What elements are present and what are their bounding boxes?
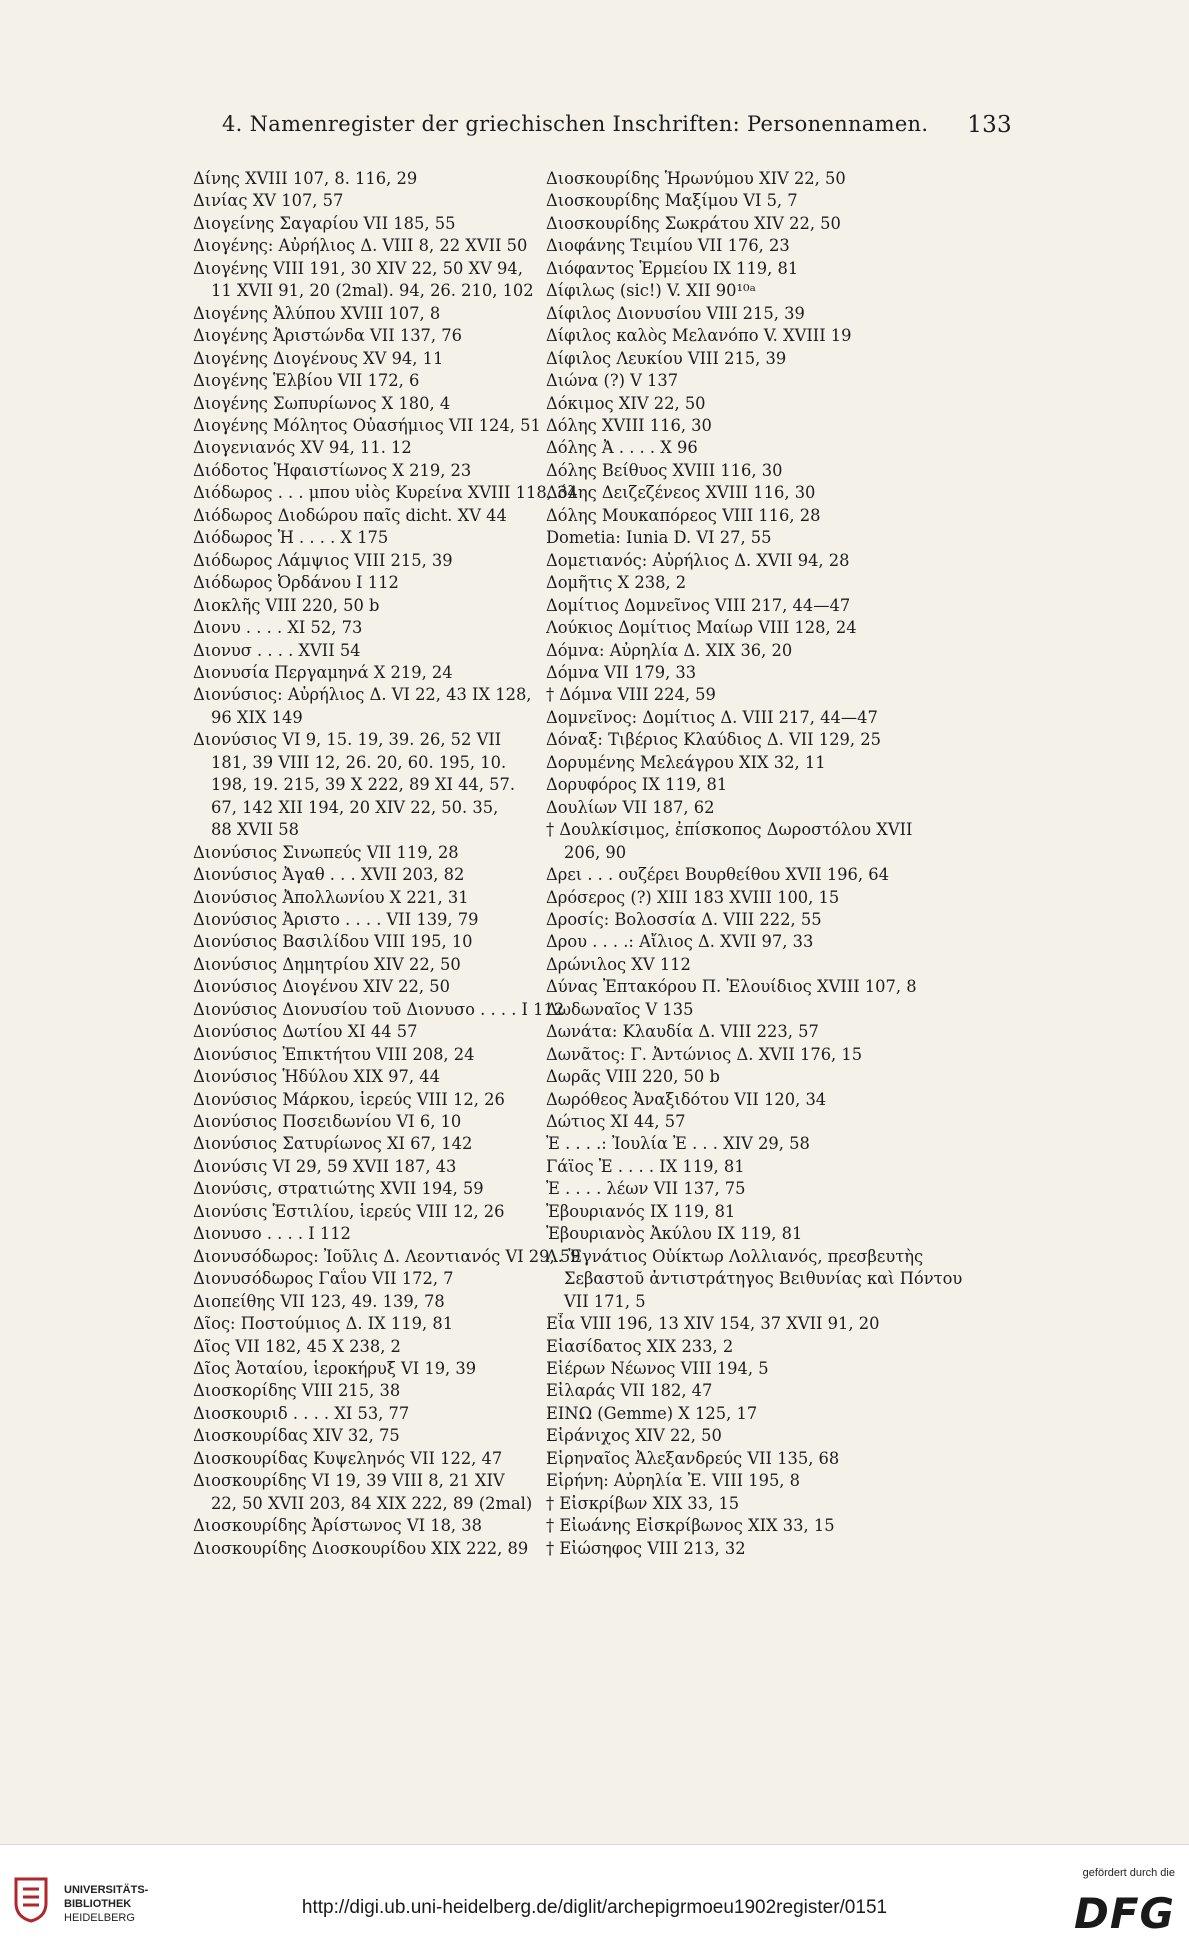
index-entry: Διονύσιος Ἐπικτήτου VIII 208, 24 bbox=[193, 1044, 475, 1064]
index-entry: Ἐ . . . .: Ἰουλία Ἐ . . . XIV 29, 58 bbox=[546, 1134, 810, 1154]
index-entry: Δίφιλος καλὸς Μελανόπο V. XVIII 19 bbox=[546, 326, 852, 346]
index-entry: Dometia: Iunia D. VI 27, 55 bbox=[546, 528, 772, 548]
index-entry: 96 XIX 149 bbox=[211, 707, 303, 727]
index-entry: Διονύσιος: Αὐρήλιος Δ. VI 22, 43 IX 128, bbox=[193, 685, 532, 705]
index-entry: Εἰλαράς VII 182, 47 bbox=[546, 1381, 713, 1401]
index-entry: Δόμνα VII 179, 33 bbox=[546, 662, 697, 682]
index-entry: Δόναξ: Τιβέριος Κλαύδιος Δ. VII 129, 25 bbox=[546, 730, 881, 750]
index-entry: Διογένης Ἑλβίου VII 172, 6 bbox=[193, 371, 420, 391]
index-entry: 198, 19. 215, 39 X 222, 89 XI 44, 57. bbox=[211, 775, 516, 795]
index-entry: Διονύσιος Σινωπεύς VII 119, 28 bbox=[193, 842, 459, 862]
index-entry: Δορυμένης Μελεάγρου XIX 32, 11 bbox=[546, 752, 826, 772]
index-entry: Διοσκουρίδας Κυψεληνός VII 122, 47 bbox=[193, 1448, 503, 1468]
index-entry: Διώνα (?) V 137 bbox=[546, 371, 679, 391]
index-entry: Διοφάνης Τειμίου VII 176, 23 bbox=[546, 236, 790, 256]
index-entry: Διογένης Ἀλύπου XVIII 107, 8 bbox=[193, 303, 441, 323]
index-entry: Διονύσιος Βασιλίδου VIII 195, 10 bbox=[193, 932, 473, 952]
source-url-link[interactable]: http://digi.ub.uni-heidelberg.de/diglit/archepigrmoeu1902register/0151 bbox=[301, 1897, 888, 1918]
index-entry: Διονύσιος Μάρκου, ἱερεύς VIII 12, 26 bbox=[193, 1089, 505, 1109]
index-entry: Σεβαστοῦ ἀντιστράτηγος Βειθυνίας καὶ Πόντου bbox=[564, 1269, 963, 1289]
index-entry: Διοσκουρίδης Διοσκουρίδου XIX 222, 89 bbox=[193, 1538, 529, 1558]
index-entry: Δίφιλως (sic!) V. XII 90¹⁰ᵃ bbox=[546, 281, 756, 301]
index-entry: Διογενιανός XV 94, 11. 12 bbox=[193, 438, 412, 458]
index-entry: 22, 50 XVII 203, 84 XIX 222, 89 (2mal) bbox=[211, 1493, 533, 1513]
index-entry: Διογένης Σωπυρίωνος X 180, 4 bbox=[193, 393, 451, 413]
index-entry: Διονυσ . . . . XVII 54 bbox=[193, 640, 361, 660]
index-entry: Διονύσις, στρατιώτης XVII 194, 59 bbox=[193, 1179, 484, 1199]
index-entry: Δομετιανός: Αὐρήλιος Δ. XVII 94, 28 bbox=[546, 550, 850, 570]
index-entry: † Εἰωάνης Εἰσκρίβωνος XIX 33, 15 bbox=[546, 1516, 835, 1536]
footer-bar bbox=[0, 1844, 1189, 1955]
page-title: 4. Namenregister der griechischen Inschriften: Personennamen. bbox=[222, 112, 929, 136]
index-entry: Δρώνιλος XV 112 bbox=[546, 954, 691, 974]
index-entry: Εἰρήνη: Αὐρηλία Ἐ. VIII 195, 8 bbox=[546, 1471, 801, 1491]
index-entry: Διονύσιος Δωτίου XI 44 57 bbox=[193, 1022, 418, 1042]
index-entry: Διόδωρος Ὀρδάνου I 112 bbox=[193, 573, 399, 593]
funding-text: gefördert durch die bbox=[1082, 1867, 1175, 1879]
index-entry: Διογένης: Αὐρήλιος Δ. VIII 8, 22 XVII 50 bbox=[193, 236, 528, 256]
index-entry: Δῖος: Ποστούμιος Δ. IX 119, 81 bbox=[193, 1314, 454, 1334]
index-entry: Διόδωρος Ἡ . . . . X 175 bbox=[193, 528, 389, 548]
index-entry: Ἐβουριανός IX 119, 81 bbox=[546, 1201, 736, 1221]
index-entry: Διοσκουρίδης Ἡρωνύμου XIV 22, 50 bbox=[546, 169, 846, 188]
index-entry: Δουλίων VII 187, 62 bbox=[546, 797, 715, 817]
index-entry: Διονυσόδωρος: Ἰοῦλις Δ. Λεοντιανός VI 29, 59 bbox=[193, 1246, 581, 1266]
index-entry: Δωνάτα: Κλαυδία Δ. VIII 223, 57 bbox=[546, 1022, 819, 1042]
index-entry: Διονύσιος Ἡδύλου XIX 97, 44 bbox=[193, 1067, 440, 1087]
page-number: 133 bbox=[967, 112, 1012, 138]
index-entry: Διονύσιος Ἀπολλωνίου X 221, 31 bbox=[193, 887, 469, 907]
index-entry: Λούκιος Δομίτιος Μαίωρ VIII 128, 24 bbox=[546, 618, 857, 638]
index-entry: Διοσκορίδης VIII 215, 38 bbox=[193, 1381, 401, 1401]
index-entry: Διοσκουρίδης Μαξίμου VI 5, 7 bbox=[546, 191, 798, 211]
index-entry: Διοσκουρίδης Ἀρίστωνος VI 18, 38 bbox=[193, 1516, 482, 1536]
index-entry: Διονύσιος Ἀριστο . . . . VII 139, 79 bbox=[193, 909, 479, 929]
index-entry: 67, 142 XII 194, 20 XIV 22, 50. 35, bbox=[211, 797, 499, 817]
university-line2: BIBLIOTHEK bbox=[64, 1898, 132, 1910]
index-entry: Διοσκουρίδης VI 19, 39 VIII 8, 21 XIV bbox=[193, 1471, 505, 1491]
index-entry: Δρου . . . .: Αἴλιος Δ. XVII 97, 33 bbox=[546, 932, 814, 952]
index-entry: Διοπείθης VII 123, 49. 139, 78 bbox=[193, 1291, 445, 1311]
index-entry: † Δόμνα VIII 224, 59 bbox=[546, 685, 716, 705]
index-entry: Δόκιμος XIV 22, 50 bbox=[546, 393, 706, 413]
index-entry: Δροσίς: Βολοσσία Δ. VIII 222, 55 bbox=[546, 909, 822, 929]
index-entry: Εἰρηναῖος Ἀλεξανδρεύς VII 135, 68 bbox=[546, 1448, 840, 1468]
index-entry: 11 XVII 91, 20 (2mal). 94, 26. 210, 102 bbox=[211, 281, 534, 301]
index-entry: Εἰασίδατος XIX 233, 2 bbox=[546, 1336, 734, 1356]
index-entry: Δωδωναῖος V 135 bbox=[546, 999, 694, 1019]
index-entry: Δομῆτις X 238, 2 bbox=[546, 573, 687, 593]
index-entry: Διονύσιος Διογένου XIV 22, 50 bbox=[193, 977, 450, 997]
index-entry: Διόδωρος . . . μπου υἱὸς Κυρείνα XVIII 118, 34 bbox=[193, 483, 578, 503]
index-entry: Διόδωρος Λάμψιος VIII 215, 39 bbox=[193, 550, 453, 570]
index-entry: Διονυσία Περγαμηνά X 219, 24 bbox=[193, 662, 453, 682]
index-entry: Δίνης XVIII 107, 8. 116, 29 bbox=[193, 169, 418, 188]
index-entry: Διονύσιος Ποσειδωνίου VI 6, 10 bbox=[193, 1112, 462, 1132]
index-entry: Διογείνης Σαγαρίου VII 185, 55 bbox=[193, 213, 456, 233]
index-entry: Δῖος VII 182, 45 X 238, 2 bbox=[193, 1336, 401, 1356]
index-entry: Δρόσερος (?) XIII 183 XVIII 100, 15 bbox=[546, 887, 840, 907]
index-entry: Δύνας Ἐπτακόρου Π. Ἐλουίδιος XVIII 107, 8 bbox=[546, 977, 917, 997]
index-entry: 206, 90 bbox=[564, 842, 627, 862]
index-entry: Διοσκουριδ . . . . XI 53, 77 bbox=[193, 1403, 410, 1423]
index-entry: Δομίτιος Δομνεῖνος VIII 217, 44—47 bbox=[546, 595, 851, 615]
index-entry: Διοκλῆς VIII 220, 50 b bbox=[193, 595, 380, 615]
index-entry: † Εἰσκρίβων XIX 33, 15 bbox=[546, 1493, 740, 1513]
dfg-logo: DFG bbox=[1073, 1889, 1175, 1938]
index-entry: Δόλης Δειζεζένεος XVIII 116, 30 bbox=[546, 483, 816, 503]
university-line1: UNIVERSITÄTS- bbox=[64, 1884, 149, 1896]
index-entry: Διόφαντος Ἑρμείου IX 119, 81 bbox=[546, 258, 799, 278]
index-entry: Δίφιλος Λευκίου VIII 215, 39 bbox=[546, 348, 787, 368]
index-entry: Διογένης Ἀριστώνδα VII 137, 76 bbox=[193, 326, 462, 346]
index-entry: Διογένης VIII 191, 30 XIV 22, 50 XV 94, bbox=[193, 258, 523, 278]
index-entry: Δόμνα: Αὐρηλία Δ. XIX 36, 20 bbox=[546, 640, 793, 660]
index-entry: Διοσκουρίδας XIV 32, 75 bbox=[193, 1426, 400, 1446]
index-entry: Διονυσο . . . . I 112 bbox=[193, 1224, 351, 1244]
index-entry: † Εἰώσηφος VIII 213, 32 bbox=[546, 1538, 746, 1558]
index-entry: 181, 39 VIII 12, 26. 20, 60. 195, 10. bbox=[211, 752, 507, 772]
index-entry: Διονύσιος Ἀγαθ . . . XVII 203, 82 bbox=[193, 865, 465, 885]
index-entry: Διόδοτος Ἡφαιστίωνος X 219, 23 bbox=[193, 460, 472, 480]
index-entry: Δωρᾶς VIII 220, 50 b bbox=[546, 1067, 720, 1087]
index-entry: Δώτιος XI 44, 57 bbox=[546, 1112, 686, 1132]
index-entry: Διονύσιος Διονυσίου τοῦ Διονυσο . . . . I 112 bbox=[193, 999, 565, 1019]
index-entry: Δόλης XVIII 116, 30 bbox=[546, 415, 712, 435]
right-column bbox=[546, 168, 1016, 1560]
index-entry: Διονυσόδωρος Γαΐου VII 172, 7 bbox=[193, 1269, 454, 1289]
index-entry: Διοσκουρίδης Σωκράτου XIV 22, 50 bbox=[546, 213, 841, 233]
index-entry: Λ. Ἐγνάτιος Οὐίκτωρ Λολλιανός, πρεσβευτὴς bbox=[546, 1246, 924, 1266]
index-entry: Δινίας XV 107, 57 bbox=[193, 191, 344, 211]
index-entry: Δομνεῖνος: Δομίτιος Δ. VIII 217, 44—47 bbox=[546, 707, 878, 727]
index-entry: † Δουλκίσιμος, ἐπίσκοπος Δωροστόλου XVII bbox=[546, 820, 913, 840]
index-entry: Ἐ . . . . λέων VII 137, 75 bbox=[546, 1179, 746, 1199]
index-entry: Δορυφόρος IX 119, 81 bbox=[546, 775, 728, 795]
index-entry: Δόλης Βείθυος XVIII 116, 30 bbox=[546, 460, 783, 480]
index-entry: Διονύσιος Σατυρίωνος XI 67, 142 bbox=[193, 1134, 473, 1154]
index-entry: Δρει . . . ουζέρει Βουρθείθου XVII 196, 64 bbox=[546, 865, 889, 885]
index-entry: Διονυ . . . . XI 52, 73 bbox=[193, 618, 363, 638]
index-entry: Διονύσις VI 29, 59 XVII 187, 43 bbox=[193, 1156, 457, 1176]
index-entry: Δωνᾶτος: Γ. Ἀντώνιος Δ. XVII 176, 15 bbox=[546, 1044, 863, 1064]
index-entry: Διογένης Διογένους XV 94, 11 bbox=[193, 348, 444, 368]
index-entry: Δόλης Ἀ . . . . X 96 bbox=[546, 438, 698, 458]
index-entry: Εἰράνιχος XIV 22, 50 bbox=[546, 1426, 722, 1446]
index-entry: Δόλης Μουκαπόρεος VIII 116, 28 bbox=[546, 505, 821, 525]
index-entry: Εἶα VIII 196, 13 XIV 154, 37 XVII 91, 20 bbox=[546, 1314, 880, 1334]
index-entry: Γάϊος Ἐ . . . . IX 119, 81 bbox=[546, 1156, 745, 1176]
index-entry: Δίφιλος Διονυσίου VIII 215, 39 bbox=[546, 303, 805, 323]
university-city: HEIDELBERG bbox=[64, 1912, 135, 1924]
index-entry: Δῖος Ἀοταίου, ἱεροκήρυξ VI 19, 39 bbox=[193, 1359, 477, 1379]
index-entry: ΕΙΝΩ (Gemme) X 125, 17 bbox=[546, 1403, 758, 1423]
index-entry: Διογένης Μόλητος Οὐασήμιος VII 124, 51 bbox=[193, 415, 541, 435]
index-entry: Διόδωρος Διοδώρου παῖς dicht. XV 44 bbox=[193, 505, 507, 525]
index-entry: VII 171, 5 bbox=[564, 1291, 646, 1311]
index-entry: Διονύσιος Δημητρίου XIV 22, 50 bbox=[193, 954, 461, 974]
index-entry: Δωρόθεος Ἀναξιδότου VII 120, 34 bbox=[546, 1089, 827, 1109]
index-entry: Διονύσιος VI 9, 15. 19, 39. 26, 52 VII bbox=[193, 730, 502, 750]
index-entry: Διονύσις Ἑστιλίου, ἱερεύς VIII 12, 26 bbox=[193, 1201, 505, 1221]
index-entry: Εἰέρων Νέωνος VIII 194, 5 bbox=[546, 1359, 769, 1379]
index-entry: Ἐβουριανὸς Ἀκύλου IX 119, 81 bbox=[546, 1224, 803, 1244]
index-entry: 88 XVII 58 bbox=[211, 820, 299, 840]
